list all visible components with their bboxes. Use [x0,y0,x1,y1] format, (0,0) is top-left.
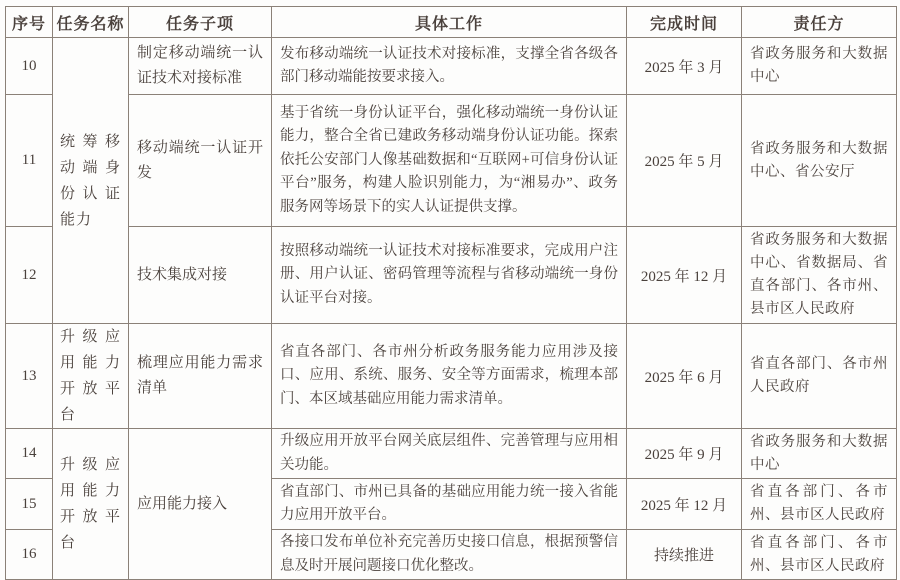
cell-serial: 16 [6,530,53,580]
task-assignment-table [5,6,897,580]
cell-sub-item: 移动端统一认证开发 [129,95,272,227]
cell-task-name: 升级应用能力开放平台 [53,429,129,580]
cell-work: 按照移动端统一认证技术对接标准要求，完成用户注册、用户认证、密码管理等流程与省移动端统一身份认证平台对接。 [272,227,627,324]
cell-responsible: 省政务服务和大数据中心 [742,429,897,479]
cell-responsible: 省政务服务和大数据中心、省数据局、省直各部门、各市州、县市区人民政府 [742,227,897,324]
table-row-11 [6,95,897,227]
cell-work: 升级应用开放平台网关底层组件、完善管理与应用相关功能。 [272,429,627,479]
header-cell-deadline: 完成时间 [627,7,742,38]
header-cell-sub-item: 任务子项 [129,7,272,38]
cell-serial: 10 [6,38,53,95]
cell-deadline: 2025 年 12 月 [627,479,742,530]
header-cell-no: 序号 [6,7,53,38]
cell-responsible: 省直各部门、各市州、县市区人民政府 [742,479,897,530]
cell-deadline: 2025 年 6 月 [627,324,742,429]
cell-serial: 11 [6,95,53,227]
cell-sub-item: 梳理应用能力需求清单 [129,324,272,429]
cell-work: 各接口发布单位补充完善历史接口信息，根据预警信息及时开展问题接口优化整改。 [272,530,627,580]
cell-serial: 15 [6,479,53,530]
header-cell-responsible: 责任方 [742,7,897,38]
header-cell-task-name: 任务名称 [53,7,129,38]
cell-work: 省直部门、市州已具备的基础应用能力统一接入省能力应用开放平台。 [272,479,627,530]
cell-deadline: 2025 年 3 月 [627,38,742,95]
cell-deadline: 2025 年 5 月 [627,95,742,227]
cell-task-name: 统筹移动端身份认证能力 [53,38,129,324]
cell-responsible: 省政务服务和大数据中心 [742,38,897,95]
cell-responsible: 省政务服务和大数据中心、省公安厅 [742,95,897,227]
table-row-10 [6,38,897,95]
cell-sub-item: 制定移动端统一认证技术对接标准 [129,38,272,95]
cell-deadline: 2025 年 9 月 [627,429,742,479]
table-row-14 [6,429,897,479]
cell-sub-item: 技术集成对接 [129,227,272,324]
table-row-13 [6,324,897,429]
cell-task-name: 升级应用能力开放平台 [53,324,129,429]
header-cell-work: 具体工作 [272,7,627,38]
cell-deadline: 持续推进 [627,530,742,580]
cell-serial: 13 [6,324,53,429]
header-row [6,7,897,38]
cell-serial: 14 [6,429,53,479]
cell-sub-item: 应用能力接入 [129,429,272,580]
table-row-12 [6,227,897,324]
cell-work: 省直各部门、各市州分析政务服务能力应用涉及接口、应用、系统、服务、安全等方面需求，梳理本部门、本区域基础应用能力需求清单。 [272,324,627,429]
cell-work: 基于省统一身份认证平台，强化移动端统一身份认证能力，整合全省已建政务移动端身份认证功能。探索依托公安部门人像基础数据和“互联网+可信身份认证平台”服务，构建人脸识别能力，为“湘易办”、政务服务网等场景下的实人认证提供支撑。 [272,95,627,227]
cell-serial: 12 [6,227,53,324]
cell-responsible: 省直各部门、各市州人民政府 [742,324,897,429]
cell-deadline: 2025 年 12 月 [627,227,742,324]
cell-responsible: 省直各部门、各市州、县市区人民政府 [742,530,897,580]
cell-work: 发布移动端统一认证技术对接标准，支撑全省各级各部门移动端能按要求接入。 [272,38,627,95]
